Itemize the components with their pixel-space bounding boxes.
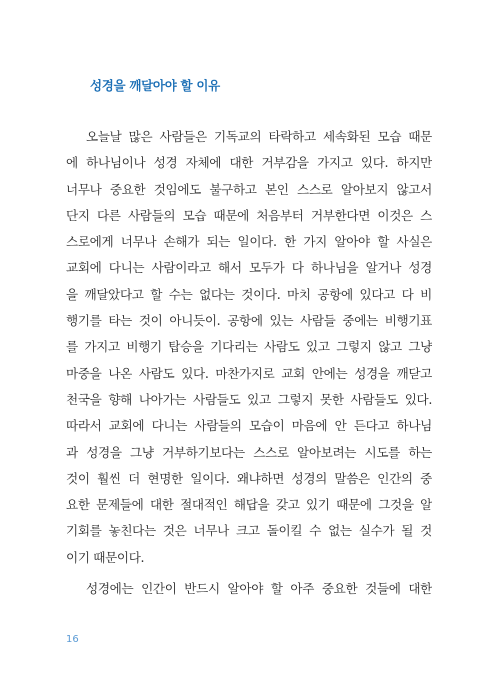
section-heading: 성경을 깨달아야 할 이유 bbox=[90, 78, 220, 93]
text-line: 행기를 타는 것이 아니듯이. 공항에 있는 사람들 중에는 비행기표 bbox=[66, 313, 432, 329]
page-number: 16 bbox=[66, 634, 79, 645]
text-line: 스로에게 너무나 손해가 되는 일이다. 한 가지 알아야 할 사실은 bbox=[66, 234, 432, 250]
text-line: 오늘날 많은 사람들은 기독교의 타락하고 세속화된 모습 때문 bbox=[86, 129, 432, 144]
text-line: 너무나 중요한 것임에도 불구하고 본인 스스로 알아보지 않고서 bbox=[66, 181, 432, 197]
text-line: 따라서 교회에 다니는 사람들의 모습이 마음에 안 든다고 하나님 bbox=[66, 418, 432, 434]
text-line: 과 성경을 그냥 거부하기보다는 스스로 알아보려는 시도를 하는 bbox=[66, 444, 432, 460]
text-line: 단지 다른 사람들의 모습 때문에 처음부터 거부한다면 이것은 스 bbox=[66, 207, 432, 223]
text-line: 에 하나님이나 성경 자체에 대한 거부감을 가지고 있다. 하지만 bbox=[66, 155, 432, 171]
text-line: 이기 때문이다. bbox=[66, 549, 145, 565]
text-line: 를 가지고 비행기 탑승을 기다리는 사람도 있고 그렇지 않고 그냥 bbox=[66, 339, 432, 355]
text-line: 성경에는 인간이 반드시 알아야 할 아주 중요한 것들에 대한 bbox=[86, 581, 432, 597]
text-line: 요한 문제들에 대한 절대적인 해답을 갖고 있기 때문에 그것을 알 bbox=[66, 497, 432, 513]
text-line: 교회에 다니는 사람이라고 해서 모두가 다 하나님을 알거나 성경 bbox=[66, 260, 432, 276]
text-line: 마중을 나온 사람도 있다. 마찬가지로 교회 안에는 성경을 깨닫고 bbox=[66, 365, 432, 381]
text-line: 기회를 놓친다는 것은 너무나 크고 돌이킬 수 없는 실수가 될 것 bbox=[66, 523, 432, 539]
body-text bbox=[66, 124, 432, 602]
text-line: 것이 훨씬 더 현명한 일이다. 왜냐하면 성경의 말씀은 인간의 중 bbox=[66, 470, 432, 486]
text-line: 을 깨달았다고 할 수는 없다는 것이다. 마치 공항에 있다고 다 비 bbox=[66, 286, 432, 302]
text-line: 천국을 향해 나아가는 사람들도 있고 그렇지 못한 사람들도 있다. bbox=[66, 391, 432, 407]
